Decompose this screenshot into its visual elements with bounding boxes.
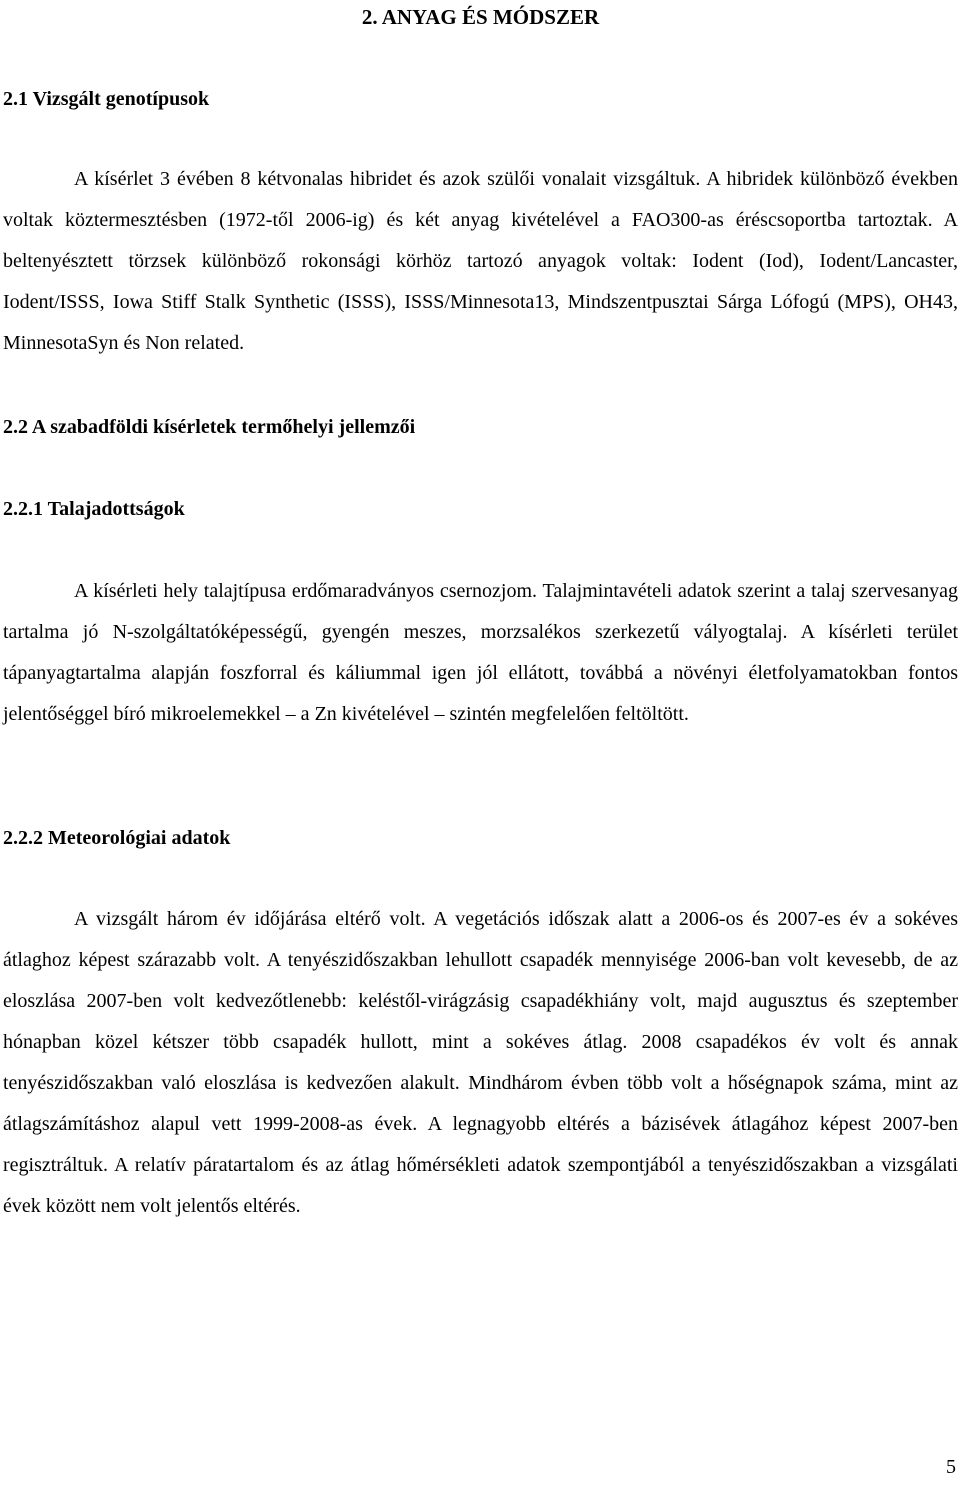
section-heading-field-sites: 2.2 A szabadföldi kísérletek termőhelyi jellemzői — [3, 416, 416, 438]
paragraph-meteorology: A vizsgált három év időjárása eltérő volt. A vegetációs időszak alatt a 2006-os és 2007-es év a sokéves átlaghoz képest szárazabb volt. A tenyészidőszakban lehullott csapadék mennyisége 2006-ban volt kevesebb, de az eloszlása 2007-ben volt kedvezőtlenebb: keléstől-virágzásig csapadékhiány volt, majd augusztus és szeptember hónapban közel kétszer több csapadék hullott, mint a sokéves átlag. 2008 csapadékos év volt és annak tenyészidőszakban való eloszlása is kedvezően alakult. Mindhárom évben több volt a hőségnapok száma, mint az átlagszámításhoz alapul vett 1999-2008-as évek. A legnagyobb eltérés a bázisévek átlagához képest 2007-ben regisztráltuk. A relatív páratartalom és az átlag hőmérsékleti adatok szempontjából a tenyészidőszakban a vizsgálati évek között nem volt jelentős eltérés. — [3, 908, 958, 1217]
paragraph-genotypes: A kísérlet 3 évében 8 kétvonalas hibridet és azok szülői vonalait vizsgáltuk. A hibridek különböző években voltak köztermesztésben (1972-től 2006-ig) és két anyag kivételével a FAO300-as éréscsoportba tartoztak. A beltenyésztett törzsek különböző rokonsági körhöz tartozó anyagok voltak: Iodent (Iod), Iodent/Lancaster, Iodent/ISSS, Iowa Stiff Stalk Synthetic (ISSS), ISSS/Minnesota13, Mindszentpusztai Sárga Lófogú (MPS), OH43, MinnesotaSyn és Non related. — [3, 168, 958, 354]
paragraph-soil: A kísérleti hely talajtípusa erdőmaradványos csernozjom. Talajmintavételi adatok szerint a talaj szervesanyag tartalma jó N-szolgáltatóképességű, gyengén meszes, morzsalékos szerkezetű vályogtalaj. A kísérleti terület tápanyagtartalma alapján foszforral és káliummal igen jól ellátott, továbbá a növényi életfolyamatokban fontos jelentőséggel bíró mikroelemekkel – a Zn kivételével – szintén megfelelően feltöltött. — [3, 580, 958, 725]
chapter-title: 2. ANYAG ÉS MÓDSZER — [361, 5, 600, 29]
section-heading-meteorology: 2.2.2 Meteorológiai adatok — [3, 827, 231, 849]
page-number: 5 — [946, 1456, 956, 1478]
section-heading-soil: 2.2.1 Talajadottságok — [3, 498, 185, 520]
section-heading-genotypes: 2.1 Vizsgált genotípusok — [3, 88, 210, 110]
